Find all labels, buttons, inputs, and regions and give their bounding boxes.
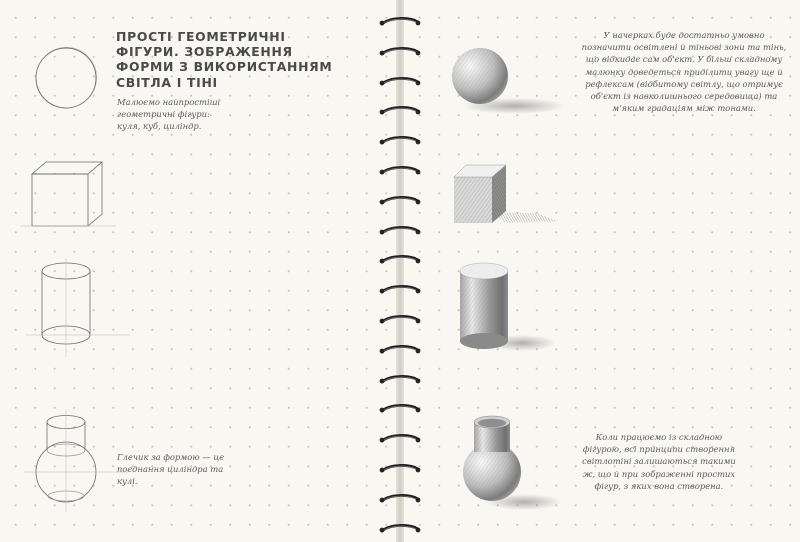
binding-ring [376, 75, 424, 89]
shading-note: У начерках буде достатньо умовно позначити освітлені й тіньові зони та тінь, що відкидає сам об'єкт. У більш складному малюнку доведеться приділити увагу ще й рефлексам (відбитому світлу, що отримує об'єкт із навколишнього середовища) та м'яким градаціям між тонами. [581, 30, 787, 114]
shaded-sphere-drawing [444, 40, 574, 120]
binding-ring [376, 522, 424, 536]
jug-note: Глечик за формою — це поєднання циліндра та кулі. [117, 452, 225, 487]
binding-ring [376, 343, 424, 357]
shaded-cylinder-drawing [450, 255, 560, 365]
binding-ring [376, 134, 424, 148]
complex-figure-note: Коли працюємо із складною фігурою, всі принципи створення світлотіні залишаються такими ж, що й при зображенні простих фігур, з яких вона створена. [582, 432, 736, 491]
binding-ring [376, 45, 424, 59]
binding-ring [376, 432, 424, 446]
binding-ring [376, 104, 424, 118]
outline-jug-drawing [22, 408, 132, 518]
binding-ring [376, 164, 424, 178]
outline-cube-drawing [18, 150, 118, 230]
binding-ring [376, 194, 424, 208]
binding-ring [376, 492, 424, 506]
binding-ring [376, 253, 424, 267]
binding-ring [376, 313, 424, 327]
shaded-cube-drawing [448, 155, 568, 235]
binding-ring [376, 402, 424, 416]
intro-note: Малюємо найпростіші геометричні фігури: куля, куб, циліндр. [117, 97, 221, 132]
binding-ring [376, 224, 424, 238]
outline-sphere-drawing [30, 42, 102, 114]
binding-ring [376, 462, 424, 476]
binding-ring [376, 15, 424, 29]
shaded-jug-drawing [448, 408, 568, 518]
binding-ring [376, 373, 424, 387]
page-title: ПРОСТІ ГЕОМЕТРИЧНІ ФІГУРИ. ЗОБРАЖЕННЯ ФОРМИ З ВИКОРИСТАННЯМ СВІТЛА І ТІНІ [116, 29, 333, 90]
binding-ring [376, 283, 424, 297]
outline-cylinder-drawing [22, 255, 132, 365]
